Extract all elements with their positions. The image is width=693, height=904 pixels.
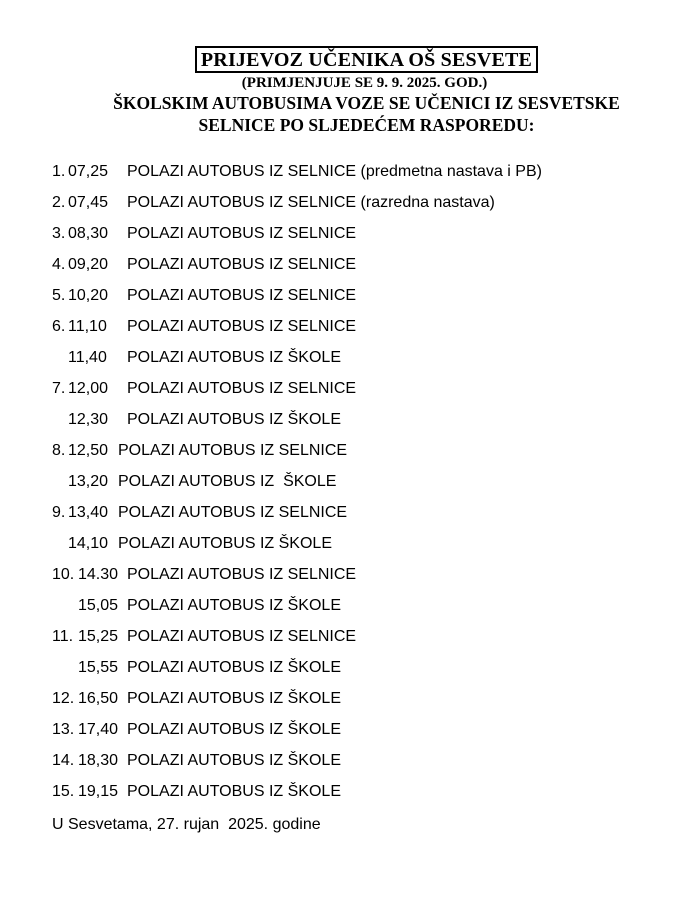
schedule-row-description: POLAZI AUTOBUS IZ ŠKOLE — [127, 659, 341, 676]
schedule-row-description: POLAZI AUTOBUS IZ ŠKOLE — [118, 473, 337, 490]
schedule-row-time: 07,25 — [68, 163, 109, 180]
schedule-row-time: 10,20 — [68, 287, 109, 304]
intro-line-1: ŠKOLSKIM AUTOBUSIMA VOZE SE UČENICI IZ SESVETSKE — [113, 93, 620, 113]
schedule-row-description: POLAZI AUTOBUS IZ ŠKOLE — [127, 783, 341, 800]
document-header — [0, 46, 693, 136]
schedule-row-description: POLAZI AUTOBUS IZ ŠKOLE — [118, 535, 332, 552]
schedule-row-description: POLAZI AUTOBUS IZ SELNICE — [127, 566, 357, 583]
schedule-row-number: 2. — [52, 194, 66, 211]
schedule-row-description: POLAZI AUTOBUS IZ ŠKOLE — [127, 721, 341, 738]
schedule-row-number: 10. — [52, 566, 75, 583]
schedule-row-time: 14.30 — [78, 566, 119, 583]
schedule-row-description: POLAZI AUTOBUS IZ SELNICE — [118, 442, 348, 459]
schedule-row-description: POLAZI AUTOBUS IZ ŠKOLE — [127, 597, 341, 614]
schedule-row-description: POLAZI AUTOBUS IZ SELNICE (predmetna nastava i PB) — [127, 163, 542, 180]
schedule-row-time: 16,50 — [78, 690, 119, 707]
schedule-row-time: 17,40 — [78, 721, 119, 738]
schedule-row-description: POLAZI AUTOBUS IZ SELNICE — [127, 628, 357, 645]
schedule-row-number: 9. — [52, 504, 66, 521]
schedule-row-number: 13. — [52, 721, 75, 738]
schedule-row-time: 19,15 — [78, 783, 119, 800]
schedule-row-time: 07,45 — [68, 194, 109, 211]
schedule-row-number: 6. — [52, 318, 66, 335]
schedule-row-description: POLAZI AUTOBUS IZ SELNICE — [127, 256, 357, 273]
schedule-row-time: 18,30 — [78, 752, 119, 769]
schedule-row-time: 11,40 — [68, 349, 107, 366]
schedule-row-description: POLAZI AUTOBUS IZ SELNICE (razredna nastava) — [127, 194, 495, 211]
schedule-row-time: 15,05 — [78, 597, 119, 614]
schedule-row-number: 7. — [52, 380, 66, 397]
schedule-row-number: 11. — [52, 628, 74, 645]
schedule-row-time: 14,10 — [68, 535, 109, 552]
schedule-row-time: 13,40 — [68, 504, 109, 521]
schedule-row-description: POLAZI AUTOBUS IZ ŠKOLE — [127, 690, 341, 707]
schedule-row-number: 1. — [52, 163, 66, 180]
schedule-row-time: 15,55 — [78, 659, 119, 676]
effective-date-subtitle: (PRIMJENJUJE SE 9. 9. 2025. GOD.) — [241, 75, 488, 91]
schedule-row-number: 14. — [52, 752, 75, 769]
schedule-row-number: 8. — [52, 442, 66, 459]
schedule-row-description: POLAZI AUTOBUS IZ SELNICE — [127, 225, 357, 242]
schedule-row-time: 11,10 — [68, 318, 107, 335]
schedule-row-time: 08,30 — [68, 225, 109, 242]
footer-date-line: U Sesvetama, 27. rujan 2025. godine — [52, 816, 321, 833]
schedule-row-time: 12,00 — [68, 380, 109, 397]
page-title: PRIJEVOZ UČENIKA OŠ SESVETE — [195, 46, 538, 73]
schedule-row-time: 15,25 — [78, 628, 119, 645]
schedule-row-time: 09,20 — [68, 256, 109, 273]
schedule-row-description: POLAZI AUTOBUS IZ SELNICE — [118, 504, 348, 521]
intro-line-2: SELNICE PO SLJEDEĆEM RASPOREDU: — [198, 115, 535, 135]
schedule-row-number: 4. — [52, 256, 66, 273]
schedule-row-description: POLAZI AUTOBUS IZ SELNICE — [127, 287, 357, 304]
schedule-row-description: POLAZI AUTOBUS IZ SELNICE — [127, 380, 357, 397]
schedule-row-number: 12. — [52, 690, 75, 707]
schedule-row-time: 13,20 — [68, 473, 109, 490]
schedule-row-time: 12,30 — [68, 411, 109, 428]
schedule-row-description: POLAZI AUTOBUS IZ ŠKOLE — [127, 752, 341, 769]
schedule-row-description: POLAZI AUTOBUS IZ ŠKOLE — [127, 349, 341, 366]
schedule-row-number: 5. — [52, 287, 66, 304]
schedule-row-number: 3. — [52, 225, 66, 242]
schedule-row-description: POLAZI AUTOBUS IZ ŠKOLE — [127, 411, 341, 428]
schedule-row-time: 12,50 — [68, 442, 109, 459]
schedule-row-number: 15. — [52, 783, 75, 800]
schedule-row-description: POLAZI AUTOBUS IZ SELNICE — [127, 318, 357, 335]
